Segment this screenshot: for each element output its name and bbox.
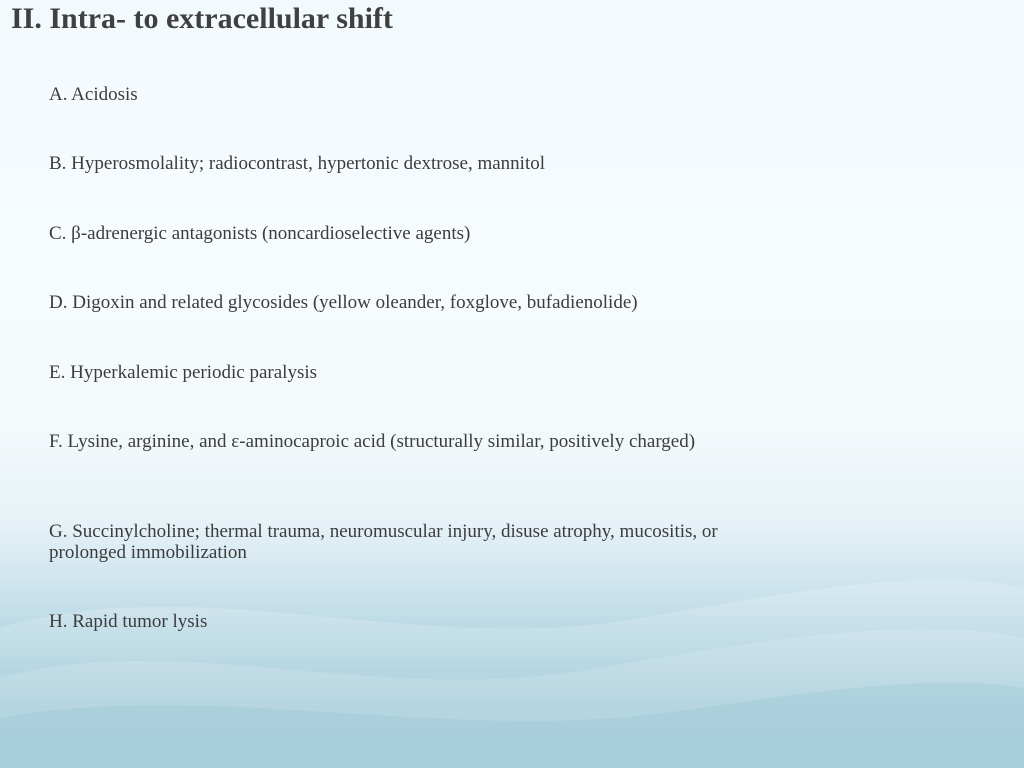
list-item-succinylcholine: G. Succinylcholine; thermal trauma, neuromuscular injury, disuse atrophy, mucositis, or prolonged immobilization <box>49 521 718 563</box>
list-item-acidosis: A. Acidosis <box>49 84 138 105</box>
list-item-hyperosmolality: B. Hyperosmolality; radiocontrast, hypertonic dextrose, mannitol <box>49 153 546 174</box>
list-item-periodic-paralysis: E. Hyperkalemic periodic paralysis <box>49 362 318 383</box>
list-item-tumor-lysis: H. Rapid tumor lysis <box>49 611 208 632</box>
list-item-lysine-arginine: F. Lysine, arginine, and ε-aminocaproic acid (structurally similar, positively charged) <box>49 431 696 452</box>
list-item-beta-antagonists: C. β-adrenergic antagonists (noncardioselective agents) <box>49 223 471 244</box>
list-item-digoxin: D. Digoxin and related glycosides (yellow oleander, foxglove, bufadienolide) <box>49 292 638 313</box>
slide-title: II. Intra- to extracellular shift <box>11 2 393 35</box>
